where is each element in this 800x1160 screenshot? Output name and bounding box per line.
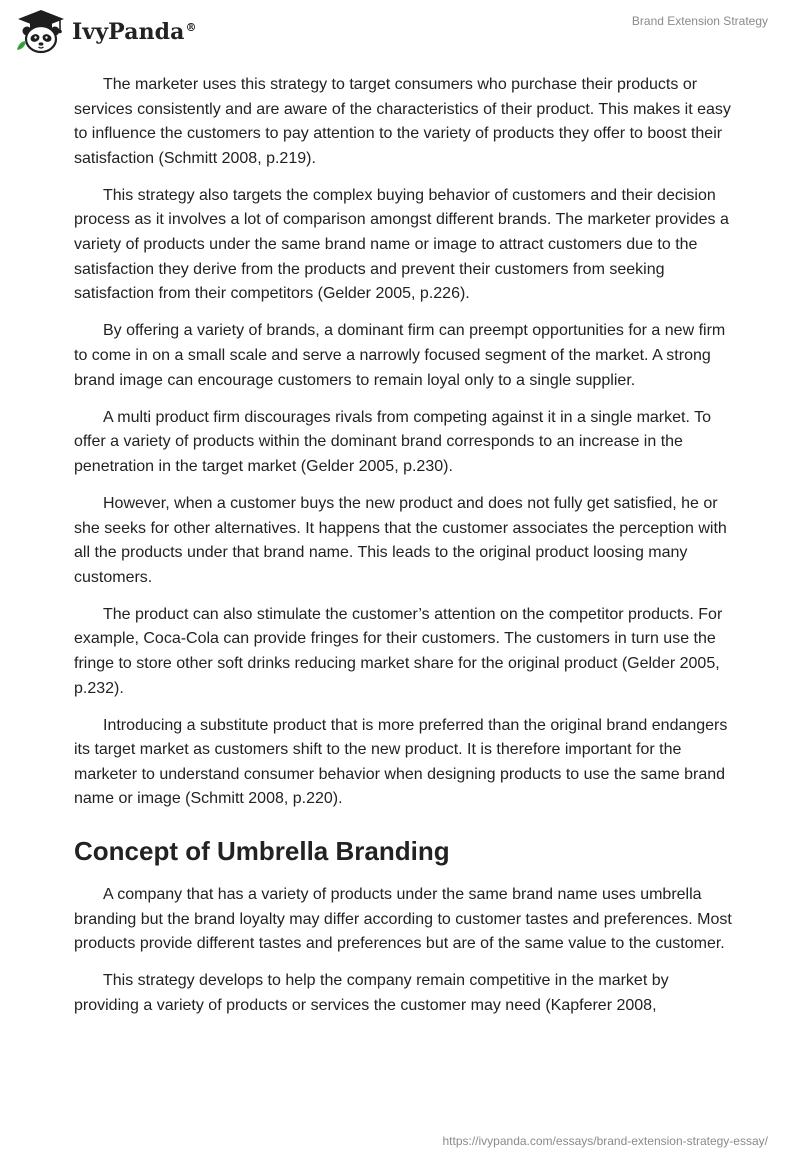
logo-wordmark: IvyPanda® [72,19,197,45]
site-logo[interactable] [14,8,197,54]
paragraph: This strategy also targets the complex buying behavior of customers and their decision process as it involves a lot of comparison amongst different brands. The marketer provides a variety of products under the same brand name or image to attract customers due to the satisfaction they derive from the products and prevent their customers from seeking satisfaction from their competitors (Gelder 2005, p.226). [74,186,729,303]
paragraph: This strategy develops to help the company remain competitive in the market by providing a variety of products or services the customer may need (Kapferer 2008, [74,972,669,1014]
paragraph: However, when a customer buys the new product and does not fully get satisfied, he or she seeks for other alternatives. It happens that the customer associates the perception with all the products under that brand name. This leads to the original product loosing many customers. [74,494,727,586]
running-title: Brand Extension Strategy [631,14,768,28]
essay-content [74,73,734,1031]
paragraph: By offering a variety of brands, a dominant firm can preempt opportunities for a new firm to come in on a small scale and serve a narrowly focused segment of the market. A strong brand image can encourage customers to remain loyal only to a single supplier. [74,322,726,389]
paragraph: A company that has a variety of products under the same brand name uses umbrella branding but the brand loyalty may differ according to customer tastes and preferences. Most products provide different tastes and preferences but are of the same value to the customer. [74,886,732,953]
paragraph: The marketer uses this strategy to target consumers who purchase their products or services consistently and are aware of the characteristics of their product. This makes it easy to influence the customers to pay attention to the variety of products they offer to boost their satisfaction (Schmitt 2008, p.219). [74,76,731,167]
paragraph: A multi product firm discourages rivals from competing against it in a single market. To offer a variety of products within the dominant brand corresponds to an increase in the penetration in the target market (Gelder 2005, p.230). [74,408,711,475]
footer-url[interactable]: https://ivypanda.com/essays/brand-extension-strategy-essay/ [442,1134,768,1148]
section-heading: Concept of Umbrella Branding [74,836,450,867]
paragraph: The product can also stimulate the customer’s attention on the competitor products. For example, Coca-Cola can provide fringes for their customers. The customers in turn use the fringe to store other soft drinks reducing market share for the original product (Gelder 2005, p.232). [74,605,723,697]
paragraph: Introducing a substitute product that is more preferred than the original brand endangers its target market as customers shift to the new product. It is therefore important for the marketer to understand consumer behavior when designing products to use the same brand name or image (Schmitt 2008, p.220). [74,716,728,808]
panda-graduate-logo-icon [14,8,68,54]
